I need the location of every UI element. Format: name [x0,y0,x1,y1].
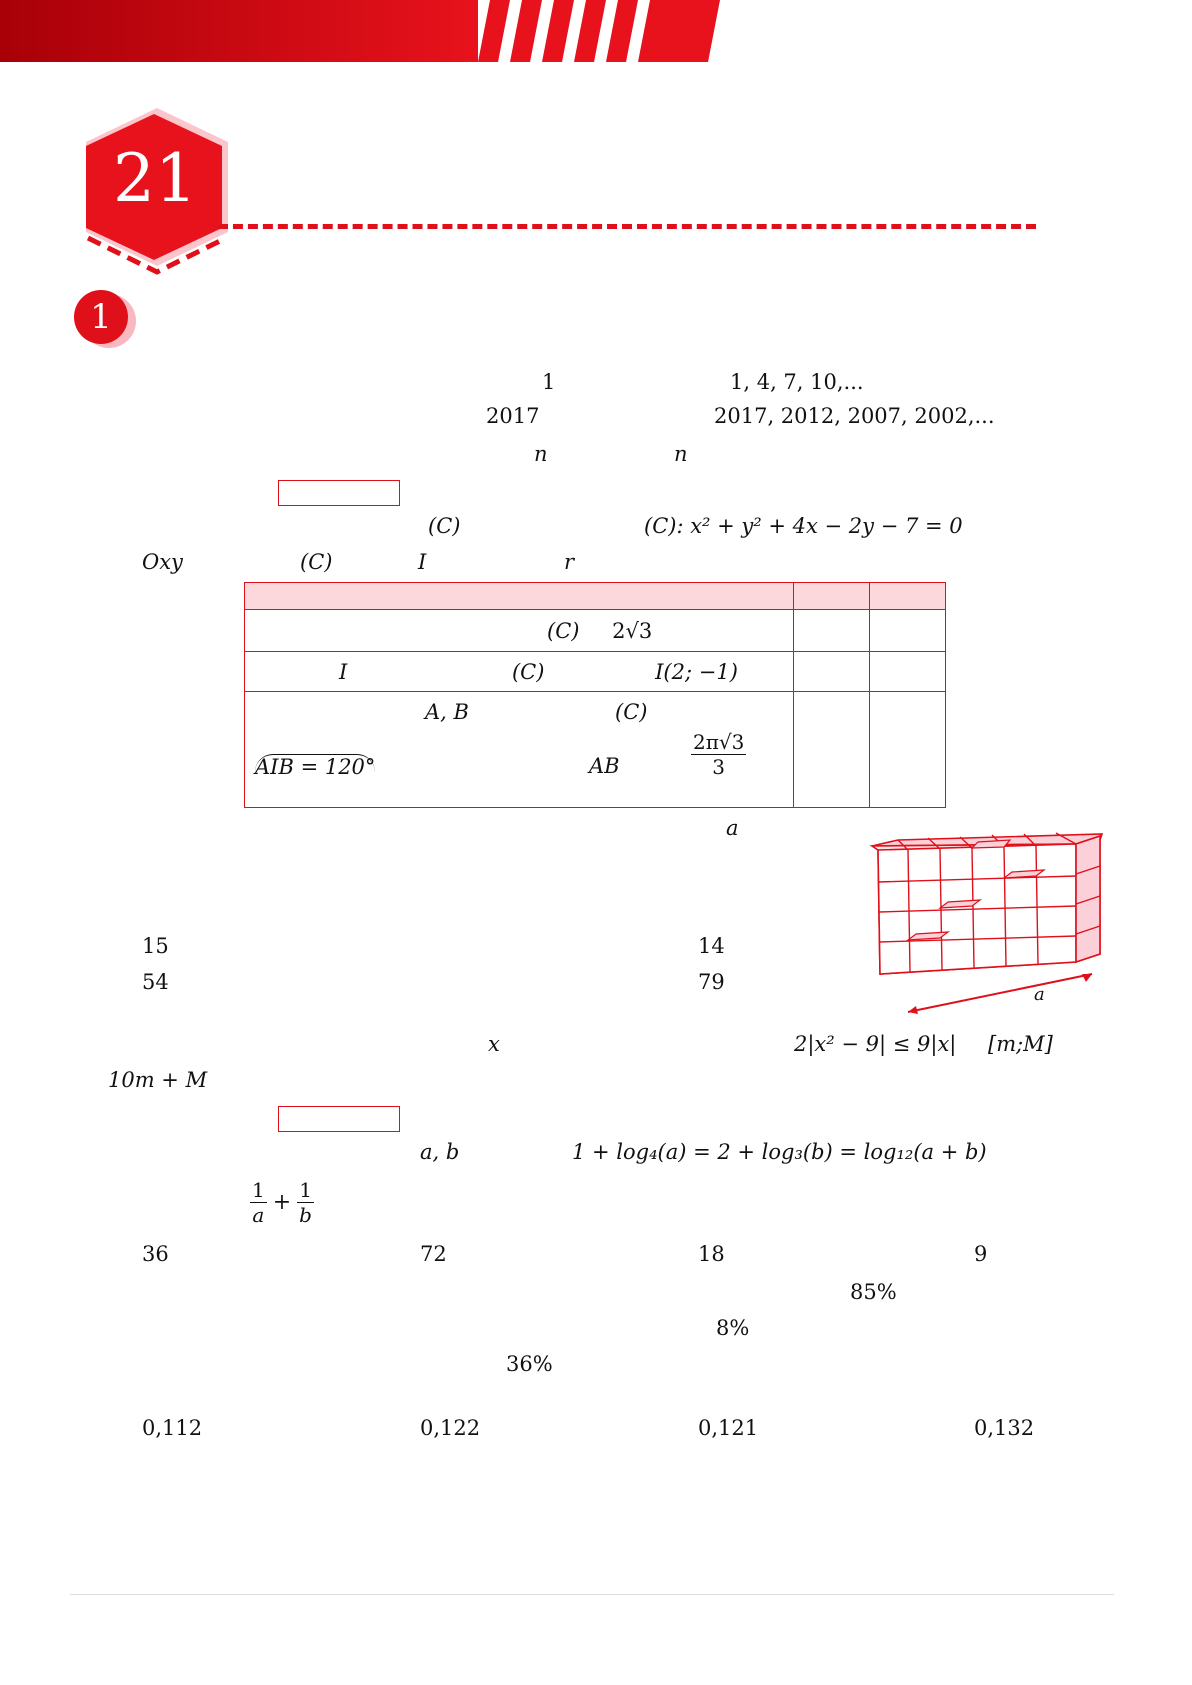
table-row [245,652,946,692]
row-c-fraction [691,730,746,779]
q4-interval: [m;M] [988,1032,1053,1056]
row-b-circle: (C) [511,659,545,684]
q5-option-D[interactable]: 9 [974,1242,988,1266]
q3-option-C[interactable]: 54 [142,970,169,994]
q6-percent-3: 36% [506,1352,553,1376]
row-c-circle: (C) [615,700,648,724]
q6-option-A[interactable]: 0,112 [142,1416,203,1440]
q1-sequence-1: 1, 4, 7, 10,... [730,370,864,394]
row-b-point: I(2; −1) [655,659,738,684]
q1-n-right: n [674,442,688,466]
row-c-true-cell[interactable] [794,692,870,808]
top-banner [0,0,1192,64]
q5-equation: 1 + log₄(a) = 2 + log₃(b) = log₁₂(a + b) [572,1140,987,1164]
answer-box-1 [278,480,400,506]
section-badge [74,290,128,344]
q5-frac-1-den: a [252,1203,265,1227]
q6-percent-1: 85% [850,1280,897,1304]
figure-label-a: a [1034,984,1045,1005]
row-a-true-cell[interactable] [794,610,870,652]
q1-n-left: n [534,442,548,466]
answer-box-2 [278,1106,400,1132]
q5-frac-2-num: 1 [297,1178,314,1203]
q5-ab: a, b [420,1140,460,1164]
q5-frac-2-den: b [299,1203,312,1227]
q5-frac-2 [297,1178,314,1227]
q5-option-B[interactable]: 72 [420,1242,447,1266]
q3-option-D[interactable]: 79 [698,970,725,994]
header-divider [218,224,1036,229]
row-b-I: I [339,659,348,684]
q1-value-2017: 2017 [486,404,540,428]
row-c-points: A, B [425,700,469,724]
q2-oxy: Oxy [142,550,183,574]
row-c-AB: AB [589,754,620,778]
q2-circle-ref-2: (C) [300,550,333,574]
cube-stack-figure [868,820,1108,1020]
table-row [245,692,946,808]
row-a-circle: (C) [547,618,580,643]
table-header-row [245,583,946,610]
q3-option-A[interactable]: 15 [142,934,169,958]
q3-option-B[interactable]: 14 [698,934,725,958]
q6-percent-2: 8% [716,1316,750,1340]
q6-option-C[interactable]: 0,121 [698,1416,759,1440]
chapter-number: 21 [113,140,197,217]
q5-option-A[interactable]: 36 [142,1242,169,1266]
section-number: 1 [90,297,112,337]
q2-circle-ref: (C) [428,514,461,538]
q5-option-C[interactable]: 18 [698,1242,725,1266]
row-a-value: 2√3 [612,618,653,643]
q3-a-var: a [726,816,739,840]
q1-value-1: 1 [542,370,556,394]
row-a-false-cell[interactable] [870,610,946,652]
row-c-frac-den: 3 [712,755,726,779]
q2-circle-equation: (C): x² + y² + 4x − 2y − 7 = 0 [644,514,963,538]
q4-x-var: x [488,1032,500,1056]
row-c-frac-num: 2π√3 [693,730,745,754]
true-false-table [244,582,946,808]
q2-radius-r: r [564,550,575,574]
row-b-true-cell[interactable] [794,652,870,692]
q2-center-I: I [418,550,427,574]
q5-sum-fraction [250,1178,314,1227]
table-row [245,610,946,652]
footer-divider [70,1594,1114,1595]
row-c-false-cell[interactable] [870,692,946,808]
q1-sequence-2: 2017, 2012, 2007, 2002,... [714,404,995,428]
q4-inequality: 2|x² − 9| ≤ 9|x| [794,1032,957,1056]
q5-plus: + [272,1190,292,1215]
q6-option-D[interactable]: 0,132 [974,1416,1035,1440]
q6-option-B[interactable]: 0,122 [420,1416,481,1440]
q4-expression: 10m + M [108,1068,208,1092]
q5-frac-1-num: 1 [252,1178,265,1202]
row-b-false-cell[interactable] [870,652,946,692]
row-c-angle: AIB = 120° [255,755,376,779]
q5-frac-1 [250,1178,267,1227]
